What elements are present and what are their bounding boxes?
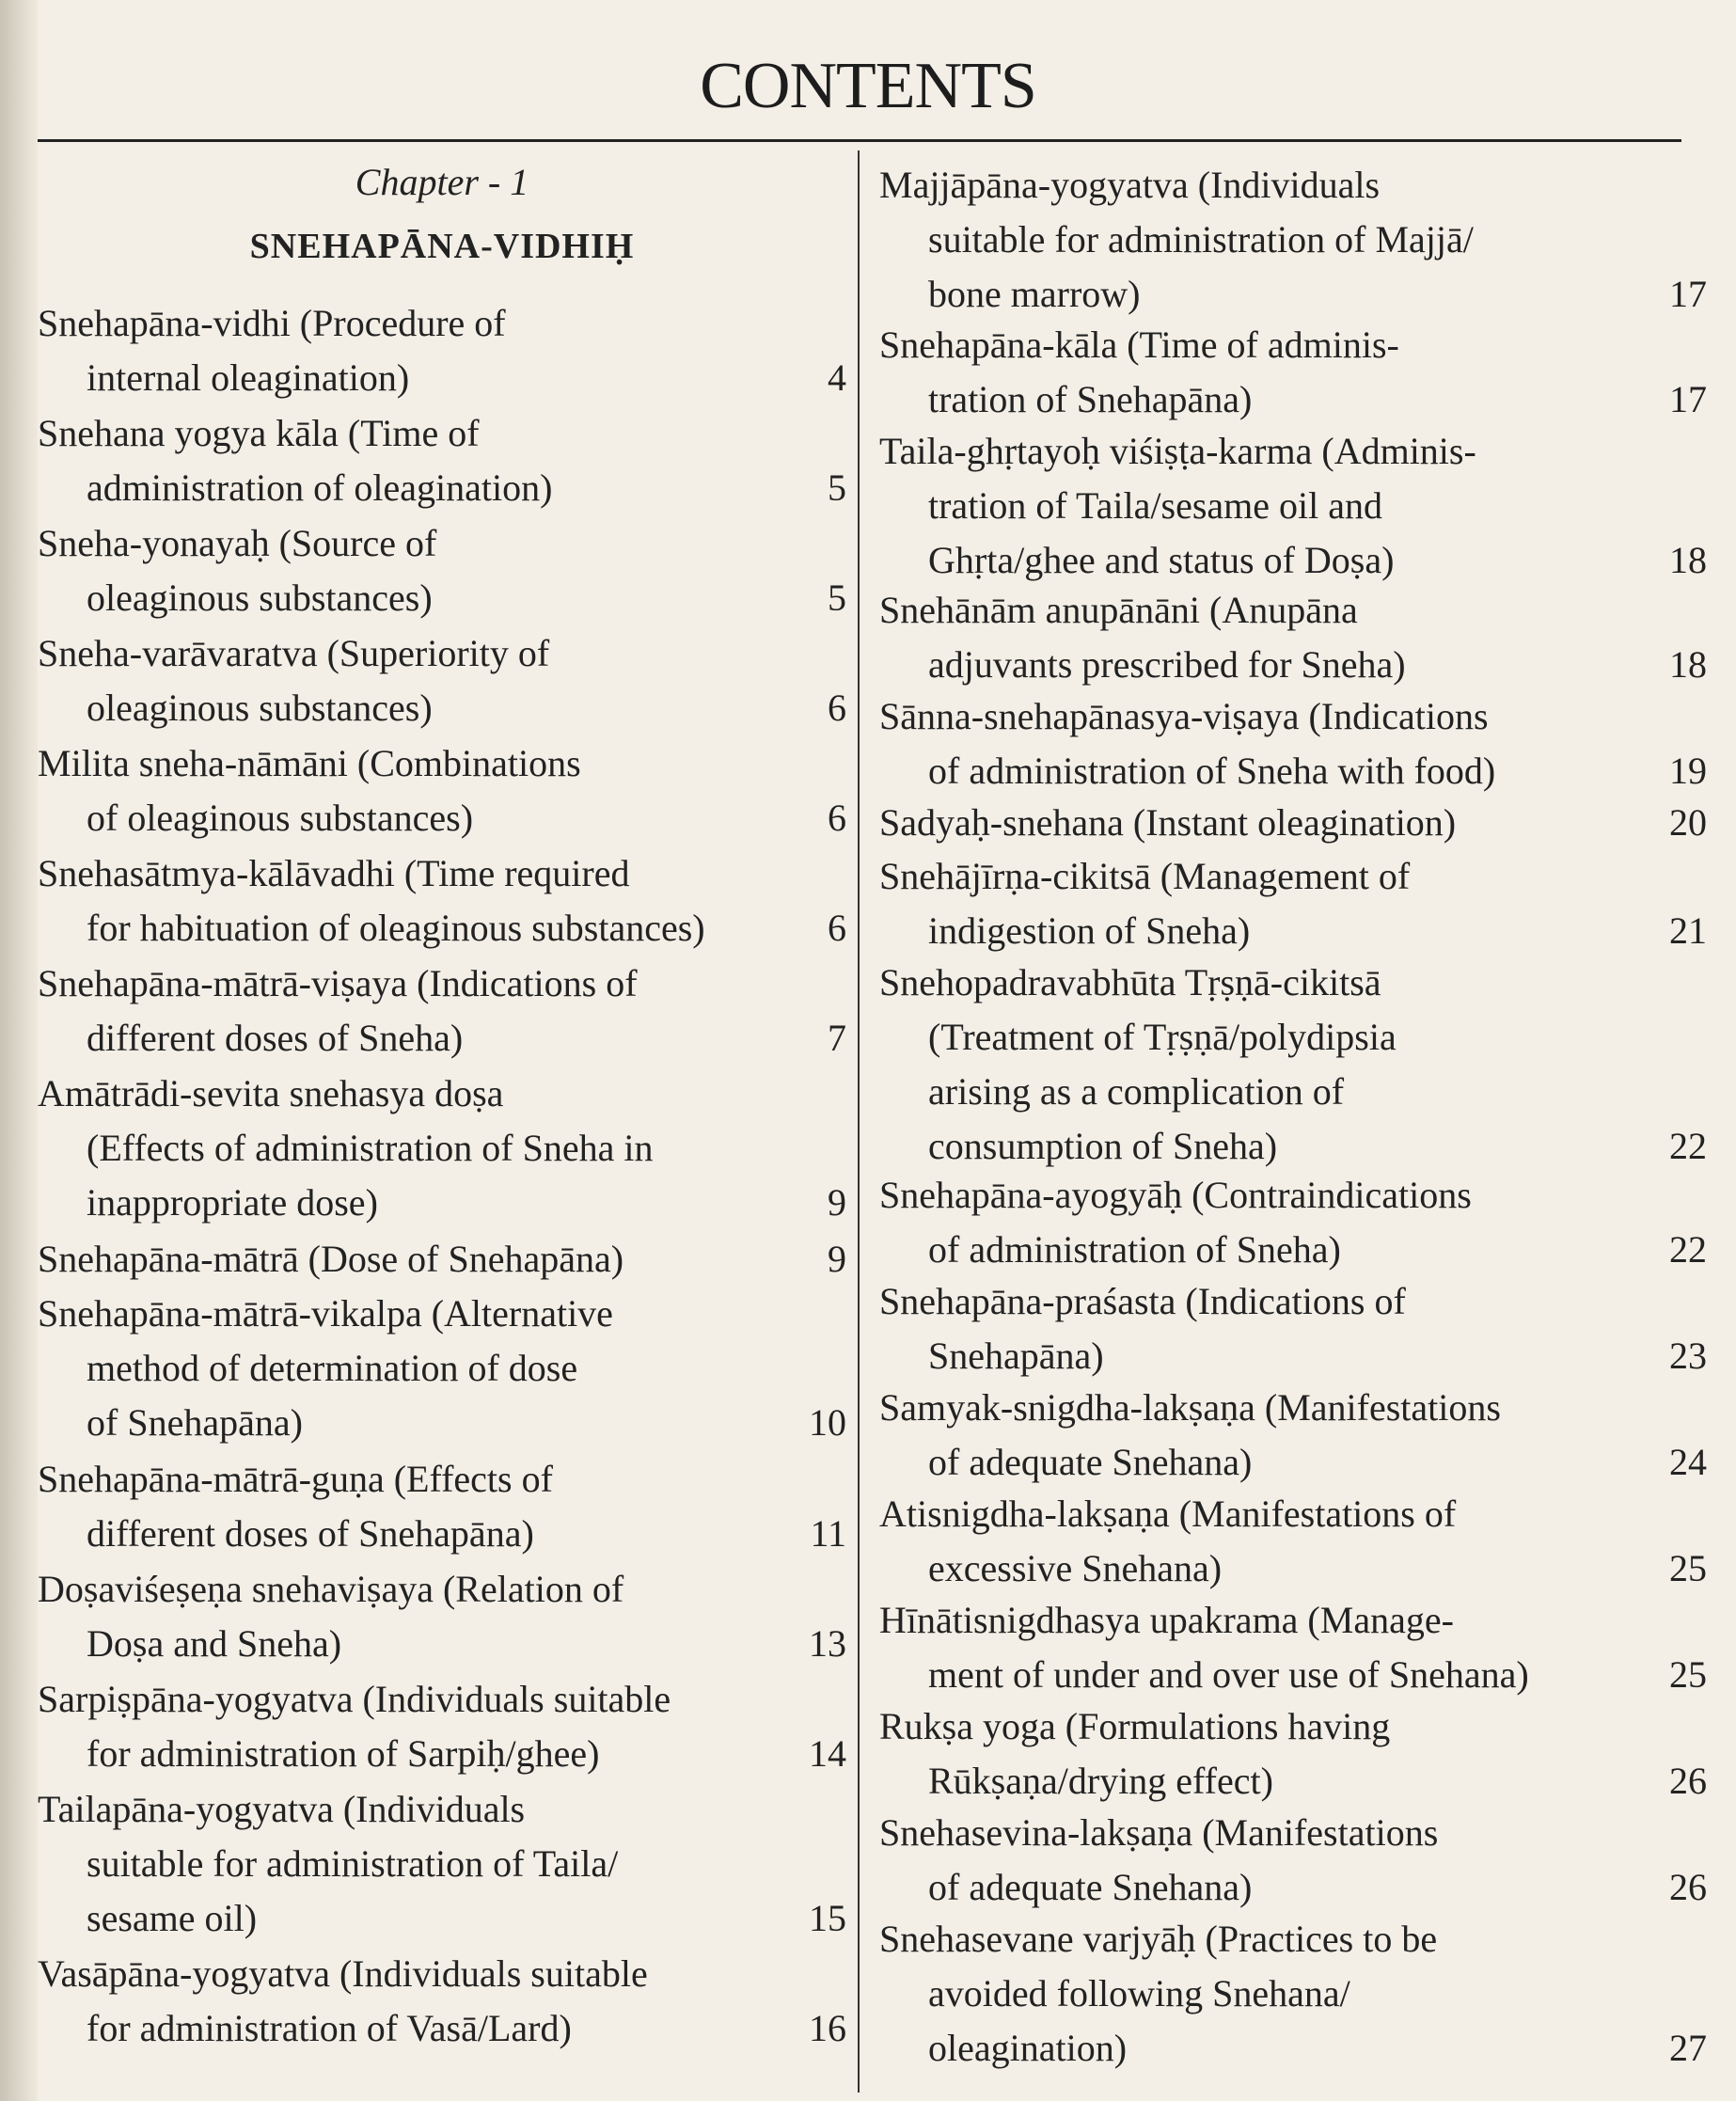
toc-entry[interactable]	[38, 1452, 846, 1561]
toc-entry[interactable]	[38, 956, 846, 1066]
toc-page-number: 6	[828, 687, 846, 729]
toc-entry-continuation: ment of under and over use of Snehana)	[928, 1652, 1529, 1696]
toc-page-number: 18	[1669, 538, 1707, 581]
toc-page-number: 7	[828, 1017, 846, 1059]
toc-entry-continuation: suitable for administration of Taila/	[87, 1841, 619, 1885]
toc-page-number: 6	[828, 907, 846, 949]
toc-entry[interactable]	[879, 583, 1707, 692]
toc-entry[interactable]	[38, 1672, 846, 1781]
toc-entry-title: Snehānām anupānāni (Anupāna	[879, 589, 1358, 631]
toc-entry[interactable]	[879, 1487, 1707, 1596]
title-rule	[38, 139, 1681, 142]
toc-entry-title: Snehapāna-kāla (Time of adminis-	[879, 323, 1399, 366]
toc-entry-continuation: avoided following Snehana/	[928, 1971, 1350, 2014]
toc-entry[interactable]	[38, 736, 846, 845]
toc-entry-title: Vasāpāna-yogyatva (Individuals suitable	[38, 1952, 648, 1995]
toc-page-number: 11	[810, 1511, 846, 1555]
toc-entry-continuation: of adequate Snehana)	[928, 1440, 1253, 1483]
toc-entry-continuation: inappropriate dose)	[87, 1181, 378, 1224]
toc-entry-continuation: of administration of Sneha with food)	[928, 750, 1496, 792]
toc-entry-continuation: for administration of Vasā/Lard)	[87, 2007, 572, 2049]
toc-entry-title: Sadyaḥ-snehana (Instant oleagination)	[879, 801, 1457, 844]
toc-entry[interactable]	[879, 158, 1707, 322]
toc-entry[interactable]	[38, 1947, 846, 2056]
toc-entry-title: Milita sneha-nāmāni (Combinations	[38, 742, 581, 784]
toc-entry-title: Sarpiṣpāna-yogyatva (Individuals suitable	[38, 1677, 671, 1720]
toc-entry-title: Snehapāna-mātrā-viṣaya (Indications of	[38, 962, 638, 1004]
toc-page-number: 9	[828, 1181, 846, 1224]
toc-entry-continuation: indigestion of Sneha)	[928, 908, 1251, 952]
toc-entry[interactable]	[879, 1274, 1707, 1383]
toc-page-number: 26	[1669, 1759, 1707, 1802]
toc-entry-title: Atisnigdha-lakṣaṇa (Manifestations of	[879, 1492, 1457, 1535]
toc-entry[interactable]	[38, 626, 846, 735]
toc-entry-continuation: of administration of Sneha)	[928, 1227, 1341, 1271]
toc-entry-continuation: arising as a complication of	[928, 1069, 1345, 1113]
toc-entry-title: Snehasevina-lakṣaṇa (Manifestations	[879, 1810, 1439, 1854]
toc-entry-continuation: internal oleagination)	[87, 356, 410, 399]
toc-entry[interactable]	[38, 1287, 846, 1450]
toc-entry-continuation: tration of Snehapāna)	[928, 377, 1253, 420]
toc-entry-continuation: oleaginous substances)	[87, 577, 433, 619]
toc-page-number: 20	[1669, 801, 1707, 844]
toc-entry[interactable]	[38, 846, 846, 956]
toc-entry-continuation: oleagination)	[928, 2026, 1128, 2069]
toc-entry-title: Majjāpāna-yogyatva (Individuals	[879, 164, 1381, 206]
toc-entry[interactable]	[38, 1562, 846, 1671]
toc-page-number: 24	[1669, 1440, 1707, 1483]
page-title: CONTENTS	[700, 50, 1036, 122]
toc-entry-continuation: for habituation of oleaginous substances)	[87, 907, 705, 949]
toc-entry-continuation: administration of oleagination)	[87, 466, 553, 509]
toc-page-number: 6	[828, 797, 846, 839]
toc-page-number: 5	[828, 466, 846, 509]
toc-entry-title: Snehapāna-praśasta (Indications of	[879, 1279, 1406, 1322]
toc-entry[interactable]	[38, 406, 846, 515]
toc-entry-title: Sneha-varāvaratva (Superiority of	[38, 632, 550, 674]
toc-entry[interactable]	[879, 956, 1707, 1174]
toc-entry-continuation: suitable for administration of Majjā/	[928, 218, 1474, 261]
toc-entry-continuation: consumption of Sneha)	[928, 1124, 1278, 1167]
toc-entry-title: Snehapāna-mātrā-guṇa (Effects of	[38, 1457, 553, 1500]
toc-entry-continuation: tration of Taila/sesame oil and	[928, 483, 1382, 527]
toc-entry-title: Snehapāna-ayogyāḥ (Contraindications	[879, 1173, 1472, 1216]
toc-entry-title: Snehapāna-vidhi (Procedure of	[38, 302, 506, 344]
toc-entry-continuation: excessive Snehana)	[928, 1546, 1223, 1589]
toc-page-number: 14	[809, 1731, 846, 1775]
toc-page-number: 18	[1669, 643, 1707, 686]
toc-entry[interactable]	[879, 849, 1707, 958]
toc-page-number: 5	[828, 577, 846, 619]
toc-entry[interactable]	[879, 1381, 1707, 1490]
toc-entry-title: Snehapāna-mātrā-vikalpa (Alternative	[38, 1292, 613, 1335]
toc-page-number: 26	[1669, 1865, 1707, 1908]
toc-page-number: 27	[1669, 2026, 1707, 2069]
toc-entry[interactable]	[38, 1232, 846, 1287]
toc-entry-continuation: Ghṛta/ghee and status of Doṣa)	[928, 538, 1395, 581]
toc-entry-continuation: adjuvants prescribed for Sneha)	[928, 643, 1406, 686]
toc-entry[interactable]	[879, 1912, 1707, 2076]
toc-page-number: 19	[1669, 750, 1707, 792]
toc-page-number: 25	[1669, 1652, 1707, 1696]
toc-page-number: 17	[1669, 273, 1707, 315]
toc-page-number: 25	[1669, 1546, 1707, 1589]
toc-entry-continuation: method of determination of dose	[87, 1347, 578, 1389]
toc-entry-title: Tailapāna-yogyatva (Individuals	[38, 1787, 526, 1830]
toc-entry-title: Doṣaviśeṣeṇa snehaviṣaya (Relation of	[38, 1567, 624, 1610]
toc-entry-title: Snehasātmya-kālāvadhi (Time required	[38, 852, 630, 894]
toc-entry[interactable]	[879, 1593, 1707, 1702]
toc-page-number: 23	[1669, 1334, 1707, 1377]
toc-page-number: 13	[809, 1621, 846, 1665]
column-divider	[858, 150, 860, 2093]
toc-entry[interactable]	[38, 296, 846, 405]
toc-entry-continuation: Doṣa and Sneha)	[87, 1621, 342, 1665]
toc-entry[interactable]	[879, 1699, 1707, 1809]
toc-page-number: 9	[828, 1237, 846, 1280]
toc-entry[interactable]	[38, 1066, 846, 1230]
toc-entry-title: Taila-ghṛtayoḥ viśiṣṭa-karma (Adminis-	[879, 429, 1476, 472]
toc-entry-continuation: of oleaginous substances)	[87, 797, 474, 839]
page-edge-shadow	[0, 0, 38, 2101]
toc-page-number: 4	[828, 356, 846, 399]
toc-entry-continuation: of Snehapāna)	[87, 1401, 303, 1444]
toc-entry-continuation: different doses of Sneha)	[87, 1017, 464, 1059]
toc-entry[interactable]	[38, 1782, 846, 1946]
toc-entry-continuation: for administration of Sarpiḥ/ghee)	[87, 1731, 600, 1775]
toc-entry[interactable]	[879, 424, 1707, 588]
toc-entry-continuation: bone marrow)	[928, 273, 1141, 315]
toc-entry-continuation: sesame oil)	[87, 1896, 258, 1939]
toc-entry[interactable]	[879, 318, 1707, 427]
toc-entry[interactable]	[879, 1168, 1707, 1277]
toc-entry-title: Hīnātisnigdhasya upakrama (Manage-	[879, 1598, 1454, 1641]
toc-entry[interactable]	[38, 516, 846, 625]
chapter-title: SNEHAPĀNA-VIDHIḤ	[249, 227, 635, 266]
toc-entry-title: Rukṣa yoga (Formulations having	[879, 1704, 1391, 1747]
toc-entry-title: Sneha-yonayaḥ (Source of	[38, 522, 437, 564]
toc-entry-continuation: (Effects of administration of Sneha in	[87, 1127, 654, 1169]
toc-page-number: 15	[809, 1896, 846, 1939]
toc-page-number: 17	[1669, 377, 1707, 420]
toc-entry[interactable]	[879, 689, 1707, 798]
toc-entry-continuation: of adequate Snehana)	[928, 1865, 1253, 1908]
toc-page-number: 16	[809, 2007, 846, 2049]
toc-entry-title: Snehājīrṇa-cikitsā (Management of	[879, 854, 1411, 897]
chapter-label: Chapter - 1	[355, 161, 529, 203]
toc-page-number: 21	[1669, 908, 1707, 952]
toc-entry-title: Samyak-snigdha-lakṣaṇa (Manifestations	[879, 1385, 1501, 1429]
toc-page-number: 22	[1669, 1227, 1707, 1271]
toc-entry-continuation: (Treatment of Tṛṣṇā/polydipsia	[928, 1015, 1397, 1058]
toc-entry-title: Snehasevane varjyāḥ (Practices to be	[879, 1917, 1438, 1960]
toc-entry[interactable]	[879, 796, 1707, 850]
toc-entry-title: Amātrādi-sevita snehasya doṣa	[38, 1072, 504, 1114]
toc-entry-title: Snehana yogya kāla (Time of	[38, 412, 480, 454]
toc-entry-title: Snehapāna-mātrā (Dose of Snehapāna)	[38, 1237, 624, 1280]
toc-entry-title: Snehopadravabhūta Tṛṣṇā-cikitsā	[879, 960, 1381, 1003]
toc-page-number: 22	[1669, 1124, 1707, 1167]
toc-entry-title: Sānna-snehapānasya-viṣaya (Indications	[879, 695, 1489, 737]
toc-entry-continuation: different doses of Snehapāna)	[87, 1511, 534, 1555]
toc-page-number: 10	[809, 1401, 846, 1444]
toc-entry-continuation: Rūkṣaṇa/drying effect)	[928, 1759, 1273, 1802]
toc-entry-continuation: oleaginous substances)	[87, 687, 433, 729]
toc-entry-continuation: Snehapāna)	[928, 1334, 1104, 1377]
toc-entry[interactable]	[879, 1806, 1707, 1915]
